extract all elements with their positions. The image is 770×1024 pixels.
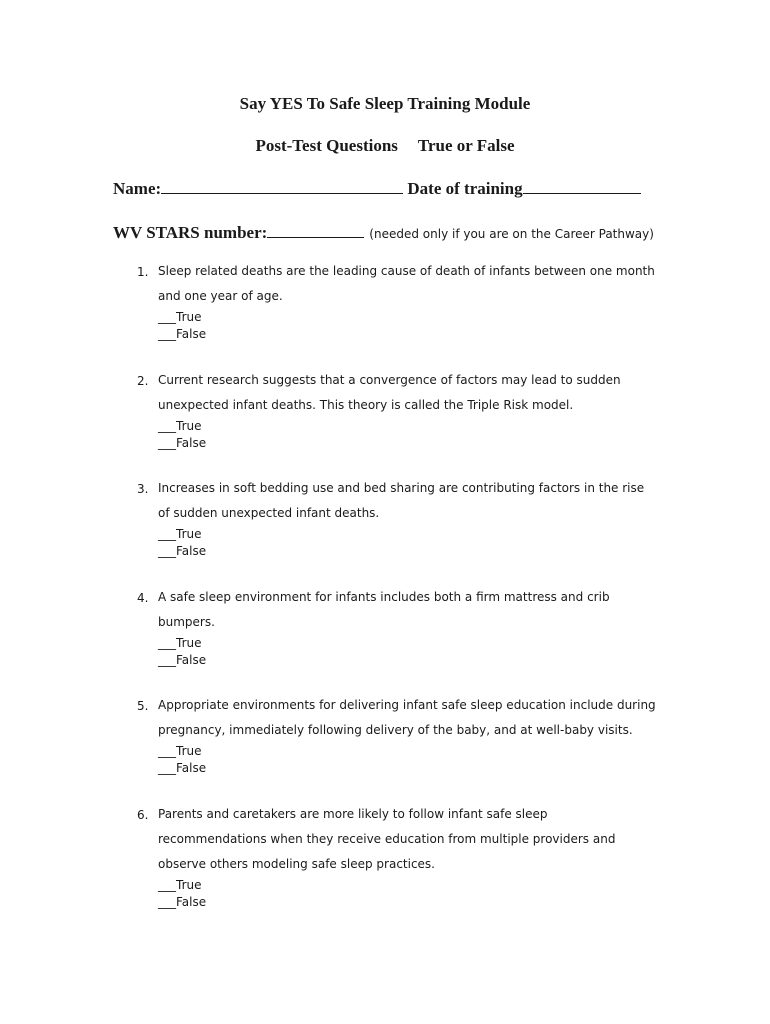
false-option[interactable]: ___False [158,653,207,667]
date-label: Date of training [407,179,523,198]
false-option[interactable]: ___False [158,436,207,450]
question-3 [137,482,657,560]
name-blank[interactable] [161,178,403,194]
false-option[interactable]: ___False [158,895,207,909]
question-text: A safe sleep environment for infants includes both a firm mattress and crib bumpers. [158,590,610,629]
question-number: 5. [137,699,149,713]
question-text: Increases in soft bedding use and bed sharing are contributing factors in the rise of sudden unexpected infant deaths. [158,481,645,520]
question-2 [137,374,657,452]
name-date-line [113,178,641,199]
question-number: 2. [137,374,149,388]
question-number: 4. [137,591,149,605]
true-option[interactable]: ___True [158,419,202,433]
question-text: Current research suggests that a convergence of factors may lead to sudden unexpected infant deaths. This theory is called the Triple Risk model. [158,373,621,412]
true-option[interactable]: ___True [158,744,202,758]
false-option[interactable]: ___False [158,327,207,341]
question-5 [137,699,657,777]
false-option[interactable]: ___False [158,544,207,558]
subtitle-post-test: Post-Test Questions [255,136,398,155]
date-blank[interactable] [523,178,641,194]
question-number: 6. [137,808,149,822]
question-number: 1. [137,265,149,279]
true-option[interactable]: ___True [158,310,202,324]
question-6 [137,808,657,911]
subtitle-true-false: True or False [417,136,515,155]
true-option[interactable]: ___True [158,636,202,650]
question-text: Sleep related deaths are the leading cause of death of infants between one month and one year of age. [158,264,655,303]
page-subtitle [0,136,770,156]
stars-line [113,222,654,243]
false-option[interactable]: ___False [158,761,207,775]
page-title: Say YES To Safe Sleep Training Module [239,94,531,113]
true-option[interactable]: ___True [158,527,202,541]
true-option[interactable]: ___True [158,878,202,892]
question-1 [137,265,657,343]
question-4 [137,591,657,669]
stars-label: WV STARS number: [113,223,268,242]
stars-note: (needed only if you are on the Career Pathway) [369,227,654,241]
name-label: Name: [113,179,162,198]
question-text: Appropriate environments for delivering infant safe sleep education include during pregnancy, immediately following delivery of the baby, and at well-baby visits. [158,698,656,737]
question-number: 3. [137,482,149,496]
stars-blank[interactable] [267,222,364,238]
question-text: Parents and caretakers are more likely to follow infant safe sleep recommendations when they receive education from multiple providers and observe others modeling safe sleep practices. [158,807,616,871]
